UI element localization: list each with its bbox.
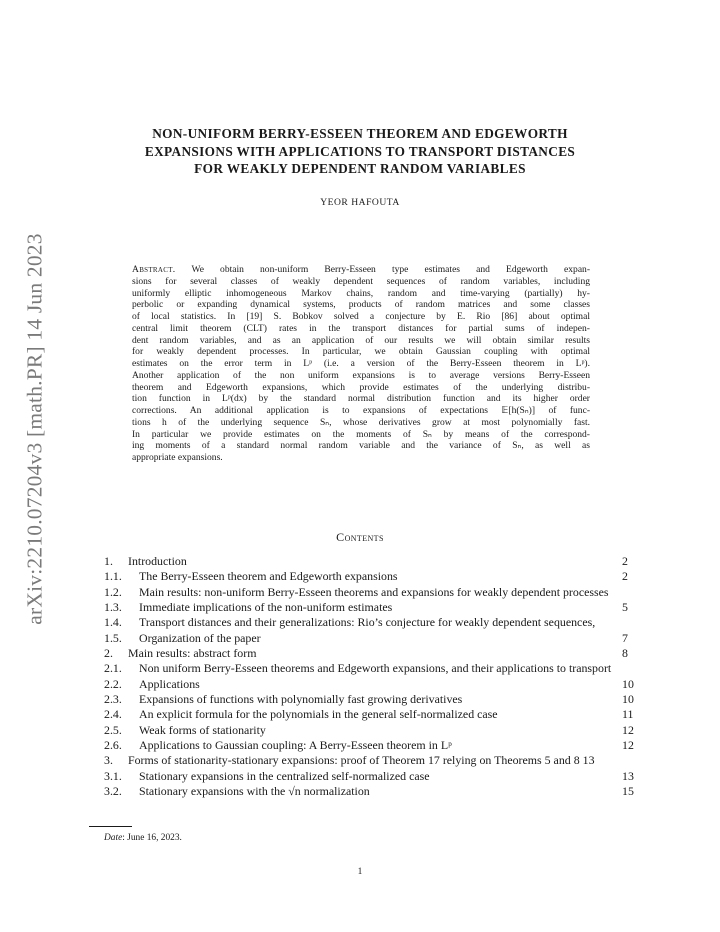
toc-entry-title: Transport distances and their generalizations: Rio’s conjecture for weakly dependent sequences, (139, 615, 596, 630)
toc-entry-title: Immediate implications of the non-uniform estimates (139, 600, 393, 615)
toc-entry[interactable] (104, 692, 720, 707)
abstract (132, 264, 590, 464)
title-line: FOR WEAKLY DEPENDENT RANDOM VARIABLES (194, 161, 526, 176)
toc-entry[interactable] (104, 677, 720, 692)
toc-entry-number: 1.2. (104, 584, 122, 599)
toc-entry-number: 1.4. (104, 615, 122, 630)
abstract-line: of local statistics. In [19] S. Bobkov solved a conjecture by E. Rio [86] about optimal (132, 311, 590, 322)
toc-entry[interactable] (104, 631, 720, 646)
toc-entry[interactable] (104, 723, 720, 738)
toc-entry[interactable] (104, 585, 720, 600)
table-of-contents (104, 554, 720, 800)
toc-entry-title: Expansions of functions with polynomially fast growing derivatives (139, 692, 463, 707)
footnote-text: : June 16, 2023. (122, 833, 182, 843)
paper-title (80, 125, 640, 178)
toc-entry-title: Non uniform Berry-Esseen theorems and Edgeworth expansions, and their applications to transport (139, 661, 612, 676)
abstract-line (132, 264, 590, 276)
toc-entry[interactable] (104, 554, 720, 569)
toc-entry-page: 10 (622, 692, 634, 707)
toc-entry-number: 1.1. (104, 569, 122, 584)
toc-entry-page: 12 (622, 722, 634, 737)
toc-entry-number: 2.6. (104, 738, 122, 753)
toc-entry-page: 11 (622, 707, 634, 722)
abstract-line: In particular we provide estimates on the moments of Sₙ by means of the correspond- (132, 428, 590, 440)
toc-entry[interactable] (104, 769, 720, 784)
abstract-line: appropriate expansions. (132, 452, 223, 463)
toc-entry-title: Weak forms of stationarity (139, 722, 266, 737)
toc-entry-number: 1.5. (104, 630, 122, 645)
toc-entry[interactable] (104, 569, 720, 584)
footnote-label: Date (104, 833, 123, 843)
toc-entry-title: An explicit formula for the polynomials in the general self-normalized case (139, 707, 498, 722)
abstract-line: uniformly elliptic inhomogeneous Markov chains, random and time-varying (partially) hy- (132, 287, 590, 299)
toc-entry-page: 15 (622, 784, 634, 799)
toc-entry[interactable] (104, 661, 720, 676)
toc-entry-page: 2 (622, 569, 628, 584)
abstract-line: dent random variables, and as an application of our results we will obtain similar results (132, 334, 590, 346)
abstract-text: We obtain non-uniform Berry-Esseen type estimates and Edgeworth expan- (191, 264, 590, 275)
toc-entry-title: Stationary expansions in the centralized self-normalized case (139, 768, 430, 783)
toc-entry-title: Main results: non-uniform Berry-Esseen theorems and expansions for weakly dependent processes (139, 584, 609, 599)
abstract-line: ing moments of a standard normal random variable and the variance of Sₙ, as well as (132, 440, 590, 452)
arxiv-identifier-text: arXiv:2210.07204v3 [math.PR] 14 Jun 2023 (22, 233, 47, 625)
toc-entry-number: 2.4. (104, 707, 122, 722)
toc-entry[interactable] (104, 707, 720, 722)
toc-entry-title: Introduction (128, 554, 187, 568)
abstract-line: tion function in Lᵖ(dx) by the standard normal distribution function and its higher order (132, 393, 590, 405)
contents-heading: Contents (336, 530, 384, 544)
toc-entry-page: 10 (622, 676, 634, 691)
toc-entry-number: 1. (104, 554, 113, 568)
toc-entry[interactable] (104, 784, 720, 799)
abstract-line: sions for several classes of weakly dependent sequences of random variables, including (132, 275, 590, 287)
toc-entry-title: Organization of the paper (139, 630, 261, 645)
arxiv-identifier (18, 213, 52, 645)
abstract-line: for weakly dependent processes. In particular, we obtain Gaussian coupling with optimal (132, 346, 590, 358)
toc-entry-page: 7 (622, 630, 628, 645)
toc-entry-page: 5 (622, 600, 628, 615)
toc-entry-number: 2.5. (104, 722, 122, 737)
abstract-line: Another application of the non uniform expansions is to average versions Berry-Esseen (132, 369, 590, 381)
footnote-rule (89, 826, 132, 827)
toc-entry-page: 2 (622, 554, 628, 568)
toc-entry-number: 2.2. (104, 676, 122, 691)
toc-entry-page: 8 (622, 646, 628, 661)
title-line: EXPANSIONS WITH APPLICATIONS TO TRANSPORT DISTANCES (144, 143, 576, 159)
toc-entry-number: 3. (104, 753, 113, 768)
abstract-line: central limit theorem (CLT) rates in the transport distances for partial sums of indepen- (132, 322, 590, 334)
abstract-line: perbolic or expanding dynamical systems, products of random matrices and some classes (132, 299, 590, 311)
abstract-line: corrections. An additional application is to expansions of expectations 𝔼[h(Sₙ)] of func- (132, 405, 590, 416)
toc-entry-page: 12 (622, 738, 634, 753)
toc-entry-number: 1.3. (104, 600, 122, 615)
toc-entry-number: 2.1. (104, 661, 122, 676)
toc-entry-number: 3.2. (104, 784, 122, 799)
author-name: YEOR HAFOUTA (320, 197, 400, 208)
abstract-line: estimates on the error term in Lᵖ (i.e. a version of the Berry-Esseen theorem in Lᵖ). (132, 358, 590, 369)
toc-entry-number: 3.1. (104, 768, 122, 783)
toc-entry[interactable] (104, 615, 720, 630)
toc-entry-number: 2. (104, 646, 113, 661)
abstract-line: tions h of the underlying sequence Sₙ, whose derivatives grow at most polynomially fast. (132, 416, 590, 428)
abstract-line: theorem and Edgeworth expansions, which provide estimates of the underlying distribu- (132, 381, 590, 393)
toc-entry[interactable] (104, 753, 720, 768)
toc-entry[interactable] (104, 738, 720, 753)
toc-entry-number: 2.3. (104, 692, 122, 707)
abstract-label: Abstract. (132, 264, 176, 275)
toc-entry-title: Forms of stationarity-stationary expansions: proof of Theorem 17 relying on Theorems 5 and 8 13 (128, 753, 595, 768)
toc-entry-page: 13 (622, 768, 634, 783)
toc-entry-title: Stationary expansions with the √n normalization (139, 784, 370, 799)
toc-entry-title: The Berry-Esseen theorem and Edgeworth expansions (139, 569, 398, 584)
toc-entry-title: Applications to Gaussian coupling: A Berry-Esseen theorem in Lᵖ (139, 738, 452, 753)
page-number: 1 (357, 867, 363, 877)
toc-entry-title: Applications (139, 676, 200, 691)
toc-entry-title: Main results: abstract form (128, 646, 257, 661)
title-line: NON-UNIFORM BERRY-ESSEEN THEOREM AND EDGEWORTH (152, 126, 568, 141)
toc-entry[interactable] (104, 600, 720, 615)
toc-entry[interactable] (104, 646, 720, 661)
footnote-date (104, 833, 182, 843)
